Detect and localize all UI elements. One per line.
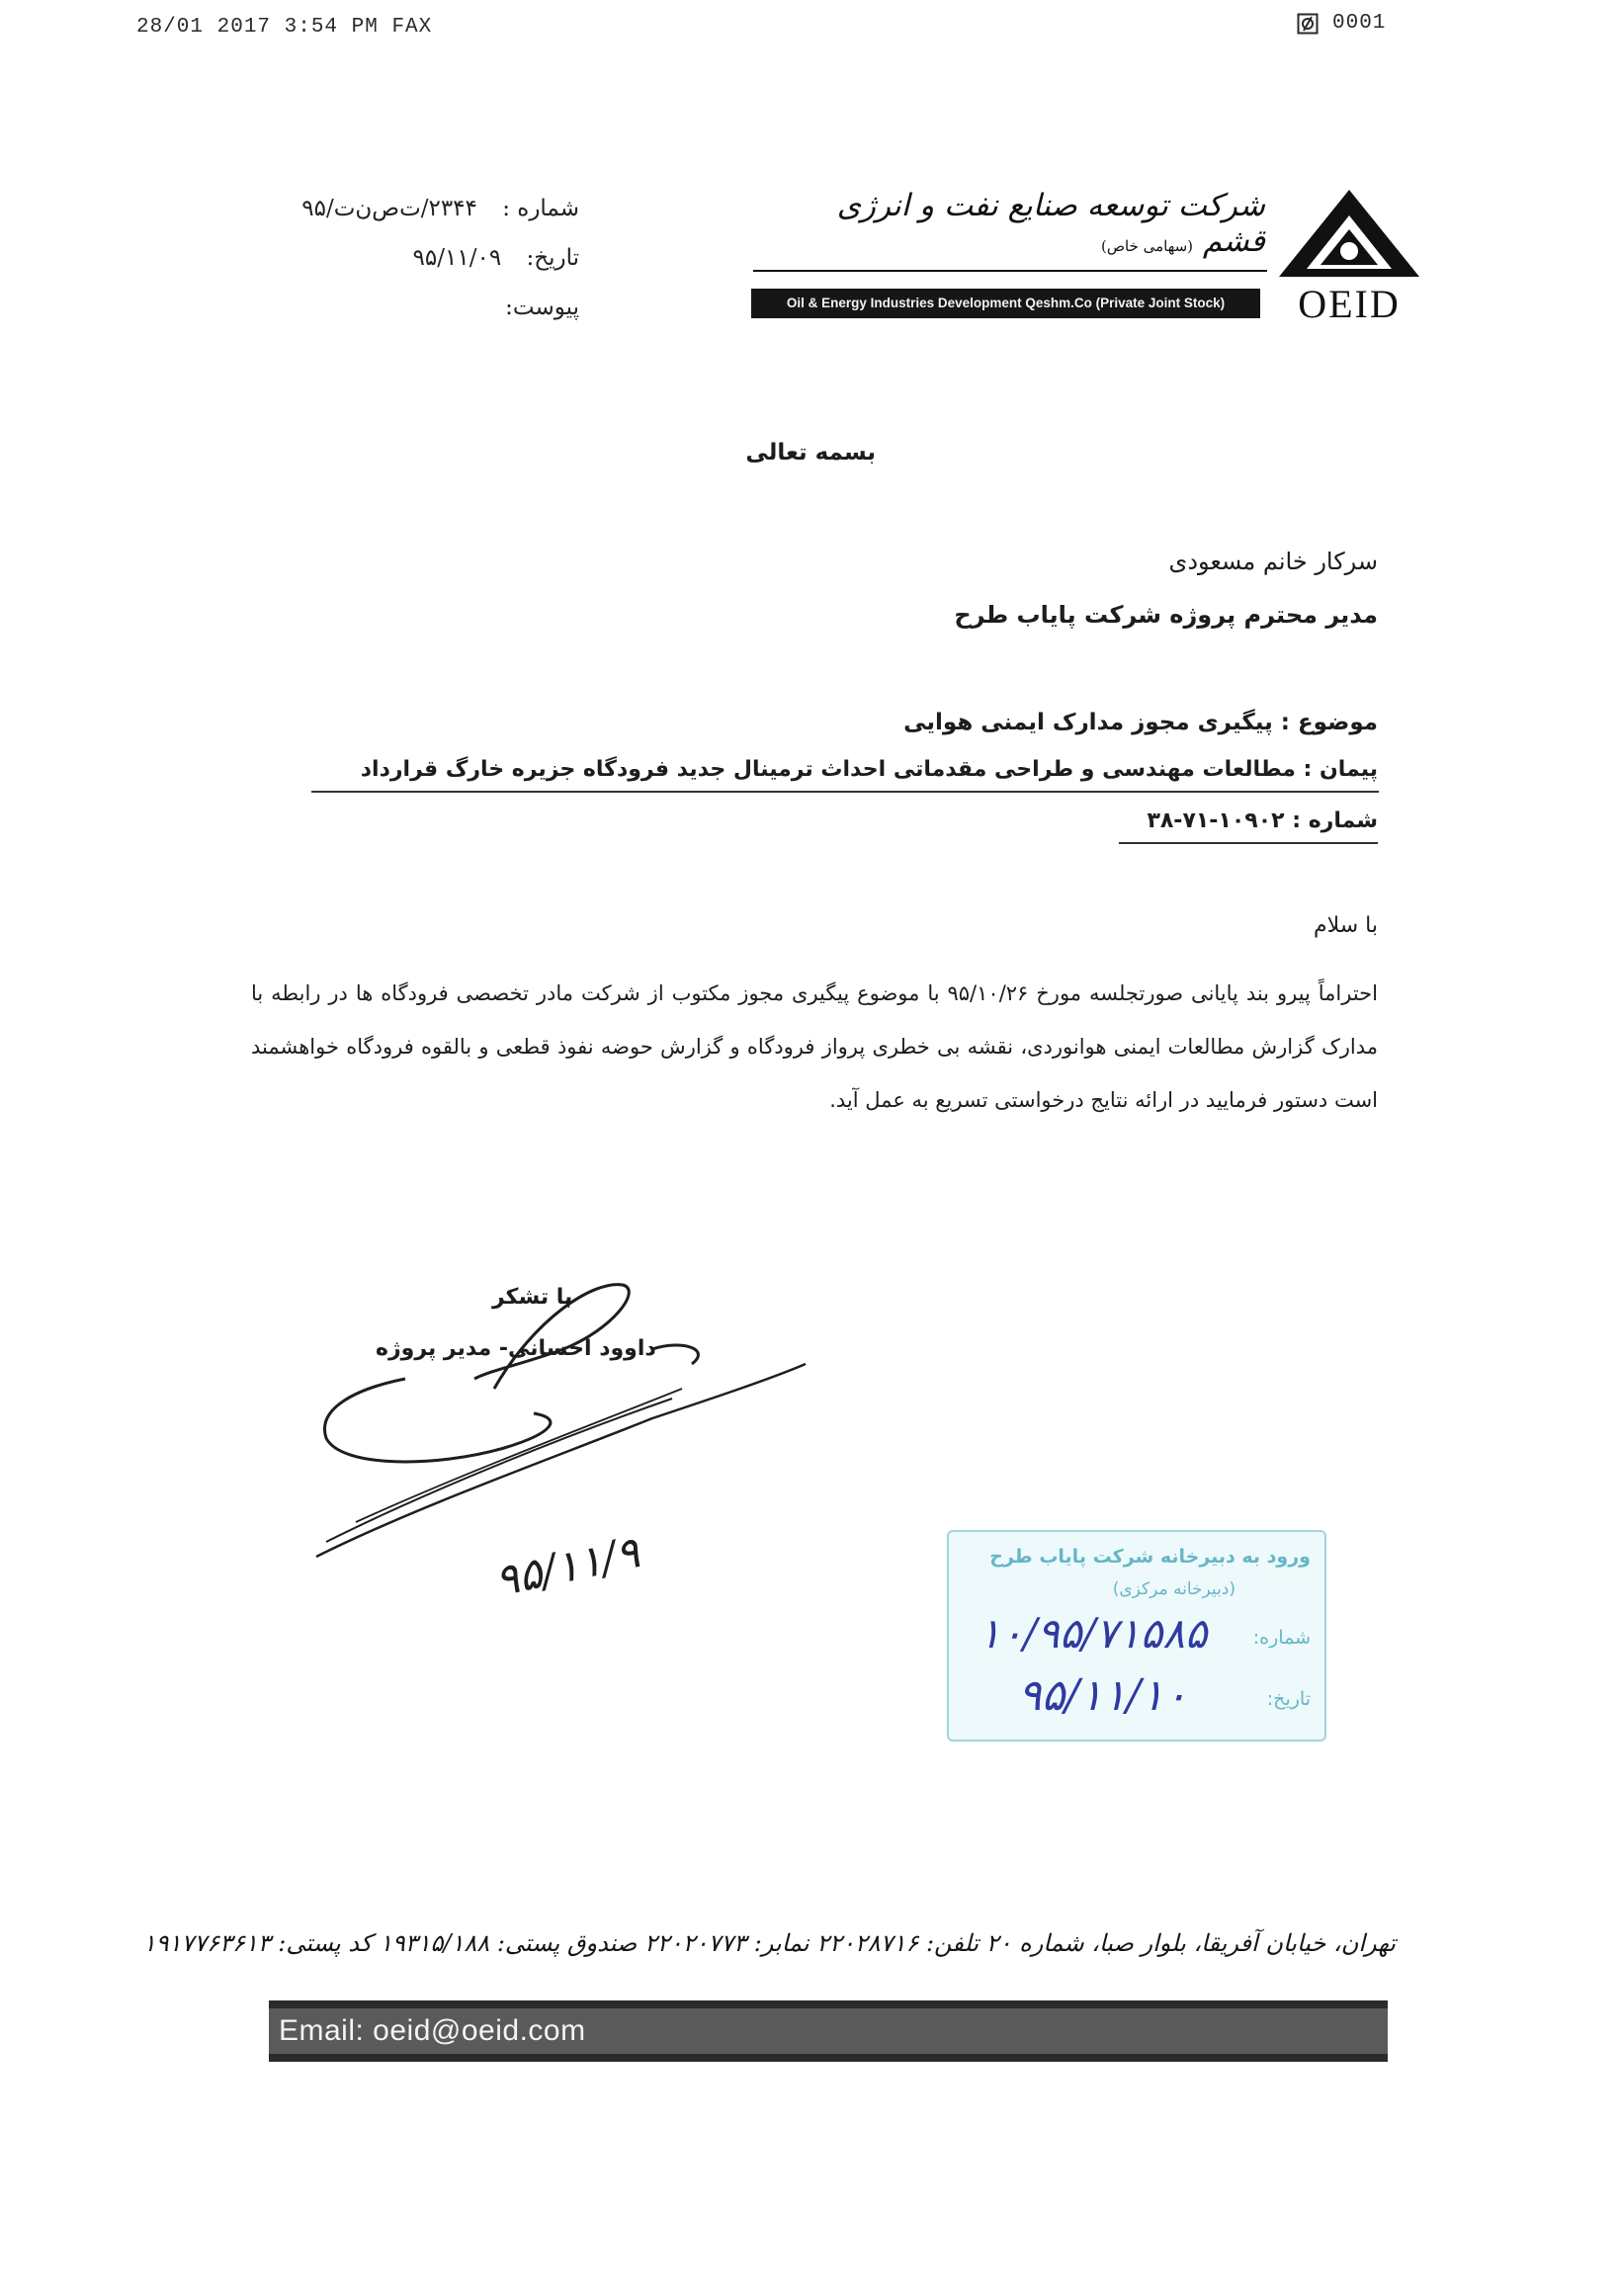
addressee-title: مدیر محترم پروژه شرکت پایاب طرح xyxy=(954,601,1378,629)
company-logo-icon xyxy=(1275,186,1423,285)
company-name-en: Oil & Energy Industries Development Qeshm.Co (Private Joint Stock) xyxy=(751,289,1260,318)
letter-date xyxy=(253,245,579,271)
addressee-name: سرکار خانم مسعودی xyxy=(1168,548,1378,575)
greeting: با سلام xyxy=(1313,913,1378,938)
stamp-title: ورود به دبیرخانه شرکت پایاب طرح xyxy=(989,1546,1311,1568)
signature-closing: با تشکر xyxy=(492,1285,573,1310)
stamp-date-value: ۹۵/۱۱/۱۰ xyxy=(1018,1670,1188,1721)
footer-bar xyxy=(269,2000,1388,2062)
fax-page-icon xyxy=(1297,13,1319,35)
footer-address: تهران، خیابان آفریقا، بلوار صبا، شماره ۲۰ تلفن: ۲۲۰۲۸۷۱۶ نمابر: ۲۲۰۲۰۷۷۳ صندوق پستی: ۱۹۳۱۵/۱۸۸ کد پستی: ۱۹۱۷۷۶۳۶۱۳ xyxy=(142,1929,1396,1957)
stamp-number-value: ۱۰/۹۵/۷۱۵۸۵ xyxy=(979,1609,1208,1658)
letter-attachment xyxy=(253,295,579,320)
invocation: بسمه تعالی xyxy=(745,440,876,466)
contract-number: شماره : ۱۰۹۰۲-۷۱-۳۸ xyxy=(1147,808,1378,833)
letter-date-label: تاریخ: xyxy=(526,245,579,271)
footer-bar-inner xyxy=(269,2008,1388,2054)
stamp-date-label: تاریخ: xyxy=(1266,1688,1311,1710)
company-abbr: OEID xyxy=(1298,282,1401,326)
signature-handwritten-date: ۹۵/۱۱/۹ xyxy=(490,1527,644,1607)
letter-subject: موضوع : پیگیری مجوز مدارک ایمنی هوایی xyxy=(903,710,1378,735)
contract-underline xyxy=(311,791,1379,793)
company-name xyxy=(771,188,1265,259)
contract-number-underline xyxy=(1119,842,1378,844)
registry-stamp xyxy=(947,1530,1326,1742)
stamp-number-label: شماره: xyxy=(1252,1627,1311,1649)
fax-page-counter xyxy=(1297,12,1386,35)
fax-page-number: 0001 xyxy=(1332,12,1387,35)
letter-number xyxy=(253,196,579,221)
signature-name: داوود احسانی- مدیر پروژه xyxy=(376,1336,656,1361)
company-name-suffix: (سهامی خاص) xyxy=(1100,237,1194,255)
letter-paragraph: احتراماً پیرو بند پایانی صورتجلسه مورخ ۹۵/۱۰/۲۶ با موضوع پیگیری مجوز مکتوب از شرکت مادر تخصصی فرودگاه ها در رابطه با مدارک گزارش مطالعات ایمنی هوانوردی، نقشه بی خطری پرواز فرودگاه و گزارش حوضه نفوذ قطعی و بالقوه فرودگاه خواهشمند است دستور فرمایید در ارائه نتایج درخواستی تسریع به عمل آید. xyxy=(251,981,1379,1112)
footer-email: Email: oeid@oeid.com xyxy=(279,2014,586,2047)
stamp-subtitle: (دبیرخانه مرکزی) xyxy=(1112,1579,1236,1599)
fax-timestamp: 28/01 2017 3:54 PM FAX xyxy=(136,16,433,39)
letter-date-value: ۹۵/۱۱/۰۹ xyxy=(412,245,502,271)
letter-number-label: شماره : xyxy=(502,196,579,221)
company-divider xyxy=(753,270,1267,272)
letter-attachment-label: پیوست: xyxy=(505,295,579,320)
contract-title: پیمان : مطالعات مهندسی و طراحی مقدماتی احداث ترمینال جدید فرودگاه جزیره خارگ قرارداد xyxy=(360,757,1378,782)
letter-number-value: ۲۳۴۴/ت‌ص‌ن‌ت/۹۵ xyxy=(301,196,477,221)
company-name-fa: شرکت توسعه صنایع نفت و انرژی قشم xyxy=(836,188,1265,259)
